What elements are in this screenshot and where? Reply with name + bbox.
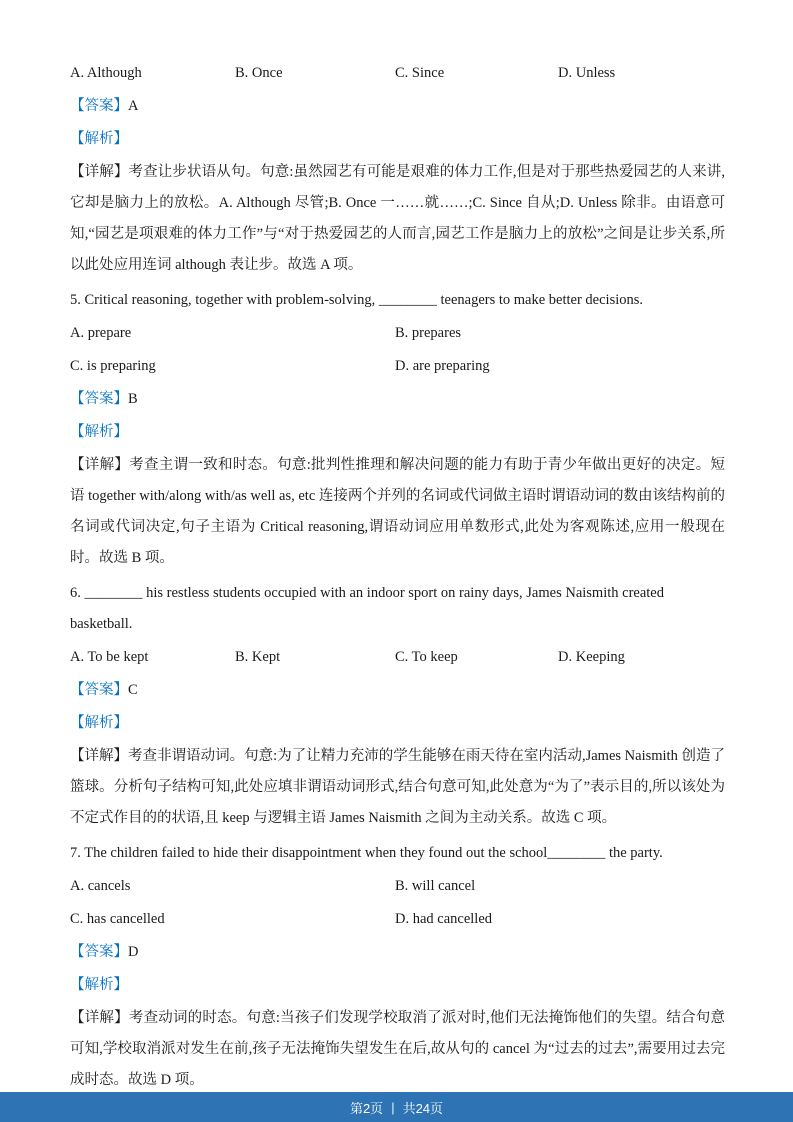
- q4-answer-value: A: [128, 98, 139, 114]
- q5-option-a: A. prepare: [70, 325, 132, 341]
- q7-analysis-line: [70, 970, 725, 1001]
- answer-label: 【答案】: [70, 682, 128, 698]
- q4-detail-paragraph: 【详解】考查让步状语从句。句意:虽然园艺有可能是艰难的体力工作,但是对于那些热爱园艺的人来讲,它却是脑力上的放松。A. Although 尽管;B. Once 一……就……;C. Since 自从;D. Unless 除非。由语意可知,“园艺是项艰难的体力工作”与“对于热爱园艺的人而言,园艺工作是脑力上的放松”之间是让步关系,所以此处应用连词 although 表让步。故选 A 项。: [70, 164, 725, 273]
- q4-analysis-line: [70, 124, 725, 155]
- footer-page-number: 第2页: [349, 1100, 384, 1116]
- q7-option-c: C. has cancelled: [70, 911, 165, 927]
- q5-options-row-2: [70, 351, 725, 382]
- q6-detail-paragraph: 【详解】考查非谓语动词。句意:为了让精力充沛的学生能够在雨天待在室内活动,James Naismith 创造了篮球。分析句子结构可知,此处应填非谓语动词形式,结合句意可知,此处意为“为了”表示目的,所以该处为不定式作目的的状语,且 keep 与逻辑主语 James Naismith 之间为主动关系。故选 C 项。: [70, 748, 725, 826]
- q6-option-c: C. To keep: [395, 649, 458, 665]
- q7-options-row-2: [70, 904, 725, 935]
- q5-answer-line: [70, 384, 725, 415]
- q5-detail-paragraph: 【详解】考查主谓一致和时态。句意:批判性推理和解决问题的能力有助于青少年做出更好的决定。短语 together with/along with/as well as, etc 连接两个并列的名词或代词做主语时谓语动词的数由该结构前的名词或代词决定,句子主语为 Critical reasoning,谓语动词应用单数形式,此处为客观陈述,应用一般现在时。故选 B 项。: [70, 457, 725, 566]
- q6-option-d: D. Keeping: [558, 649, 625, 665]
- q7-option-d: D. had cancelled: [395, 911, 493, 927]
- q6-answer-line: [70, 675, 725, 706]
- q5-question-text: 5. Critical reasoning, together with problem-solving, ________ teenagers to make better decisions.: [70, 292, 644, 308]
- q7-question-text: 7. The children failed to hide their disappointment when they found out the school________ the party.: [70, 845, 663, 861]
- page-footer: [0, 1092, 793, 1122]
- analysis-label: 【解析】: [70, 715, 128, 731]
- q5-option-b: B. prepares: [395, 325, 462, 341]
- q6-option-a: A. To be kept: [70, 649, 149, 665]
- q6-answer-value: C: [128, 682, 138, 698]
- q4-option-b: B. Once: [235, 65, 283, 81]
- q5-analysis-line: [70, 417, 725, 448]
- q4-options-row: [70, 58, 725, 89]
- q7-detail-paragraph: 【详解】考查动词的时态。句意:当孩子们发现学校取消了派对时,他们无法掩饰他们的失望。结合句意可知,学校取消派对发生在前,孩子无法掩饰失望发生在后,故从句的 cancel 为“过去的过去”,需要用过去完成时态。故选 D 项。: [70, 1010, 725, 1088]
- q7-options-row-1: [70, 871, 725, 902]
- q7-option-b: B. will cancel: [395, 878, 476, 894]
- answer-label: 【答案】: [70, 391, 128, 407]
- q6-options-row: [70, 642, 725, 673]
- q5-option-c: C. is preparing: [70, 358, 156, 374]
- q6-question-text: 6. ________ his restless students occupied with an indoor sport on rainy days, James Naismith created basketball.: [70, 585, 664, 632]
- q4-option-d: D. Unless: [558, 65, 616, 81]
- analysis-label: 【解析】: [70, 424, 128, 440]
- q6-analysis-line: [70, 708, 725, 739]
- footer-total-pages: 共24页: [402, 1100, 444, 1116]
- q7-answer-line: [70, 937, 725, 968]
- q4-answer-line: [70, 91, 725, 122]
- q5-answer-value: B: [128, 391, 138, 407]
- answer-label: 【答案】: [70, 98, 128, 114]
- analysis-label: 【解析】: [70, 131, 128, 147]
- answer-label: 【答案】: [70, 944, 128, 960]
- q4-option-c: C. Since: [395, 65, 445, 81]
- footer-separator: |: [391, 1099, 395, 1115]
- analysis-label: 【解析】: [70, 977, 128, 993]
- q6-option-b: B. Kept: [235, 649, 281, 665]
- q4-option-a: A. Although: [70, 65, 142, 81]
- q7-answer-value: D: [128, 944, 139, 960]
- q7-option-a: A. cancels: [70, 878, 131, 894]
- q5-option-d: D. are preparing: [395, 358, 490, 374]
- page-content: [70, 56, 725, 1100]
- q5-options-row-1: [70, 318, 725, 349]
